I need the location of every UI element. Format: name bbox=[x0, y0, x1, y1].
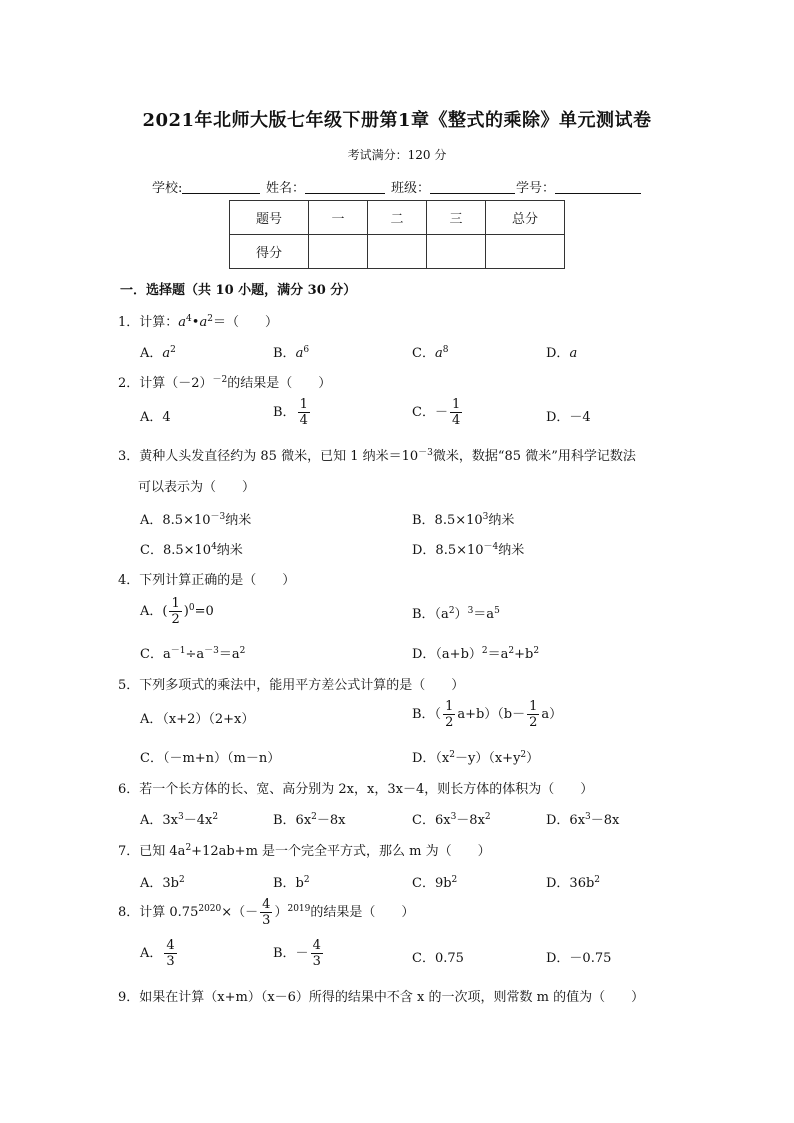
option-label: C．－ bbox=[412, 405, 448, 420]
class-label: 班级： bbox=[391, 181, 431, 196]
q1-option-a[interactable] bbox=[140, 342, 176, 361]
q2-option-a[interactable] bbox=[140, 406, 171, 425]
number-label: 学号： bbox=[516, 181, 556, 196]
q5-option-d[interactable]: D．$(x^2-y)(x+y^2)$ bbox=[412, 750, 540, 766]
question-3 bbox=[118, 445, 636, 464]
score-table-header-row bbox=[230, 201, 565, 235]
q7-option-c[interactable]: C．$9b^2$ bbox=[412, 875, 458, 891]
fraction: $\frac{1}{2}$ bbox=[445, 699, 454, 730]
q4-option-b[interactable]: B．$(a^2)^3=a^5$ bbox=[412, 606, 500, 622]
q2-option-c[interactable] bbox=[412, 398, 464, 427]
option-label: B． bbox=[273, 346, 296, 361]
q5-option-a[interactable]: A．（x+2）（2+x） bbox=[140, 712, 255, 727]
fraction: $\frac{4}{3}$ bbox=[166, 938, 175, 969]
option-exp: 8 bbox=[442, 345, 449, 355]
q5-option-b[interactable]: B．（ $\frac{1}{2}$ a+b）（b－ $\frac{1}{2}$ a） bbox=[412, 699, 563, 730]
q2-suffix: 的结果是（ ） bbox=[227, 376, 332, 391]
question-5: 5．下列多项式的乘法中，能用平方差公式计算的是（ ） bbox=[118, 678, 465, 693]
q3-text: 3．黄种人头发直径约为 85 微米，已知 1 纳米＝10 bbox=[118, 449, 419, 464]
q1-option-b[interactable] bbox=[273, 342, 309, 361]
question-7: 7．已知 $4a^2+12ab+m$ 是一个完全平方式，那么 m 为（ ） bbox=[118, 843, 491, 859]
question-4: 4．下列计算正确的是（ ） bbox=[118, 573, 296, 588]
score-table-score-row bbox=[230, 235, 565, 269]
question-1 bbox=[118, 311, 278, 330]
school-field bbox=[152, 177, 260, 196]
question-3-line-2: 可以表示为（ ） bbox=[138, 480, 256, 495]
q1-option-c[interactable] bbox=[412, 342, 448, 361]
q1-dot: • bbox=[191, 315, 200, 330]
exam-full-score: 考试满分：120 分 bbox=[347, 148, 447, 162]
question-8: 8．计算 $0.75^{2020}\times(-$ $\frac{4}{3}$ ）$^{2019}$的结果是（ ） bbox=[118, 897, 415, 928]
q6-option-d[interactable]: D．$6x^3-8x$ bbox=[546, 812, 620, 828]
option-var: a bbox=[295, 346, 304, 361]
number-blank[interactable] bbox=[555, 179, 641, 194]
q7-option-d[interactable]: D．$36b^2$ bbox=[546, 875, 601, 891]
q7-option-b[interactable]: B．$b^2$ bbox=[273, 875, 310, 891]
name-blank[interactable] bbox=[305, 179, 385, 194]
question-2 bbox=[118, 372, 331, 391]
table-cell: 总分 bbox=[486, 201, 565, 235]
question-6: 6．若一个长方体的长、宽、高分别为 2x，x，3x－4，则长方体的体积为（ ） bbox=[118, 782, 594, 797]
table-cell: 三 bbox=[427, 201, 486, 235]
question-9: 9．如果在计算（x+m）（x－6）所得的结果中不含 x 的一次项，则常数 m 的值为（ ） bbox=[118, 990, 645, 1005]
fraction: $\frac{1}{4}$ bbox=[451, 397, 461, 428]
name-label: 姓名： bbox=[266, 181, 306, 196]
option-label: D． bbox=[546, 346, 570, 361]
q8-option-d[interactable]: D．－0.75 bbox=[546, 951, 612, 966]
option-label: A． bbox=[140, 346, 163, 361]
q3-option-d[interactable]: D．$8.5\times 10^{-4}$纳米 bbox=[412, 542, 525, 558]
q2-option-d[interactable] bbox=[546, 406, 591, 425]
score-input-cell[interactable] bbox=[309, 235, 368, 269]
option-var: a bbox=[569, 346, 578, 361]
q8-option-a[interactable]: A． $\frac{4}{3}$ bbox=[140, 938, 175, 969]
fraction: $\frac{1}{2}$ bbox=[529, 699, 538, 730]
score-input-cell[interactable] bbox=[368, 235, 427, 269]
name-field bbox=[266, 177, 385, 196]
fraction: $\frac{1}{4}$ bbox=[299, 397, 308, 428]
q4-option-c[interactable]: C．$a^{-1}\div a^{-3}=a^2$ bbox=[140, 646, 246, 662]
q3-option-c[interactable]: C．$8.5\times 10^4$纳米 bbox=[140, 542, 243, 558]
q3-exp: －3 bbox=[418, 448, 433, 458]
q4-option-a[interactable]: A．( $\frac{1}{2}$ )$^0$=0 bbox=[140, 596, 214, 627]
option-label: C． bbox=[412, 346, 435, 361]
q6-option-a[interactable]: A．$3x^3-4x^2$ bbox=[140, 812, 219, 828]
q3-option-a[interactable]: A．$8.5\times 10^{-3}$纳米 bbox=[140, 512, 252, 528]
q1-suffix: ＝（ ） bbox=[212, 315, 278, 330]
table-cell: 得分 bbox=[230, 235, 309, 269]
table-cell: 一 bbox=[309, 201, 368, 235]
q1-var: a bbox=[199, 315, 208, 330]
q6-option-b[interactable]: B．$6x^2-8x$ bbox=[273, 812, 346, 828]
option-var: a bbox=[162, 346, 171, 361]
section-heading: 一．选择题（共 10 小题，满分 30 分） bbox=[120, 283, 357, 298]
q1-prefix: 1．计算： bbox=[118, 315, 179, 330]
document-title: 2021年北师大版七年级下册第1章《整式的乘除》单元测试卷 bbox=[142, 110, 652, 131]
q3-option-b[interactable]: B．$8.5\times 10^3$纳米 bbox=[412, 512, 515, 528]
q2-prefix: 2．计算（－2） bbox=[118, 376, 213, 391]
q5-option-c[interactable]: C．（－m+n）（m－n） bbox=[140, 751, 281, 766]
score-input-cell[interactable] bbox=[486, 235, 565, 269]
q8-option-b[interactable]: B．－ $\frac{4}{3}$ bbox=[273, 938, 321, 969]
class-blank[interactable] bbox=[430, 179, 515, 194]
option-label: A．4 bbox=[140, 410, 171, 425]
q1-exp: 4 bbox=[186, 314, 192, 324]
number-field bbox=[516, 177, 641, 196]
school-label: 学校: bbox=[152, 181, 183, 196]
option-label: B． bbox=[273, 405, 296, 420]
table-cell: 题号 bbox=[230, 201, 309, 235]
fraction: $\frac{1}{2}$ bbox=[171, 596, 180, 627]
fraction: $\frac{4}{3}$ bbox=[312, 938, 321, 969]
q2-option-b[interactable] bbox=[273, 398, 312, 427]
q6-option-c[interactable]: C．$6x^3-8x^2$ bbox=[412, 812, 491, 828]
q7-option-a[interactable]: A．$3b^2$ bbox=[140, 875, 185, 891]
q8-option-c[interactable]: C．0.75 bbox=[412, 951, 464, 966]
q3-text: 微米，数据“85 微米”用科学记数法 bbox=[432, 449, 636, 464]
class-field bbox=[391, 177, 515, 196]
q1-var: a bbox=[178, 315, 187, 330]
score-input-cell[interactable] bbox=[427, 235, 486, 269]
option-exp: 6 bbox=[303, 345, 310, 355]
fraction: $\frac{4}{3}$ bbox=[262, 897, 271, 928]
q1-exp: 2 bbox=[207, 314, 213, 324]
option-exp: 2 bbox=[170, 345, 176, 355]
q2-exp: －2 bbox=[212, 375, 228, 385]
school-blank[interactable] bbox=[182, 179, 260, 194]
option-var: a bbox=[434, 346, 443, 361]
q1-option-d[interactable] bbox=[546, 342, 577, 361]
table-cell: 二 bbox=[368, 201, 427, 235]
q4-option-d[interactable]: D．$(a+b)^2=a^2+b^2$ bbox=[412, 646, 540, 662]
option-label: D．－4 bbox=[546, 410, 591, 425]
score-table bbox=[229, 200, 565, 269]
